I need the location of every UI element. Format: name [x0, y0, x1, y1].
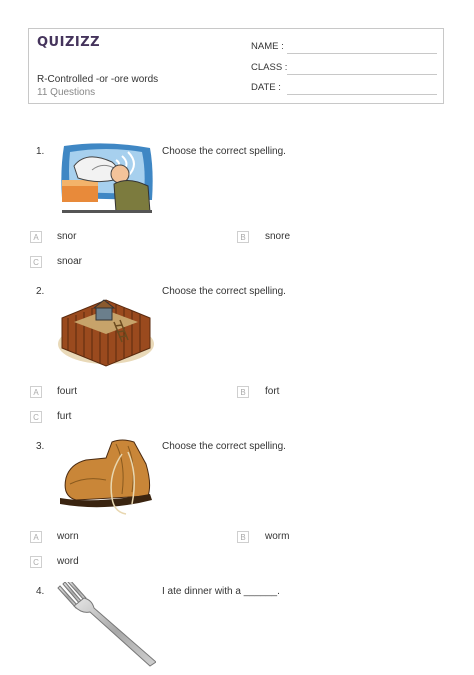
option-b-text[interactable]: worm — [265, 531, 290, 542]
class-label: CLASS : — [251, 62, 288, 73]
option-a-letter[interactable]: A — [30, 386, 42, 398]
date-field[interactable] — [287, 93, 437, 95]
question-number: 4. — [36, 586, 45, 597]
option-a-letter[interactable]: A — [30, 531, 42, 543]
question-text: Choose the correct spelling. — [162, 441, 286, 452]
option-c-text[interactable]: furt — [57, 411, 72, 422]
question-text: I ate dinner with a ______. — [162, 586, 280, 597]
option-c-letter[interactable]: C — [30, 411, 42, 423]
question-text: Choose the correct spelling. — [162, 286, 286, 297]
question-number: 3. — [36, 441, 45, 452]
option-c-text[interactable]: word — [57, 556, 79, 567]
option-b-letter[interactable]: B — [237, 386, 249, 398]
option-b-letter[interactable]: B — [237, 231, 249, 243]
question-number: 1. — [36, 146, 45, 157]
class-field[interactable] — [287, 73, 437, 75]
name-label: NAME : — [251, 41, 284, 52]
option-a-letter[interactable]: A — [30, 231, 42, 243]
option-a-text[interactable]: snor — [57, 231, 77, 242]
option-c-letter[interactable]: C — [30, 556, 42, 568]
question-number: 2. — [36, 286, 45, 297]
question-count: 11 Questions — [37, 87, 96, 98]
worn-boot-icon — [56, 434, 156, 523]
worksheet-header — [28, 28, 444, 104]
option-b-text[interactable]: fort — [265, 386, 280, 397]
option-b-letter[interactable]: B — [237, 531, 249, 543]
option-c-text[interactable]: snoar — [57, 256, 83, 267]
snoring-man-icon — [56, 140, 156, 221]
wooden-fort-icon — [56, 282, 156, 377]
option-a-text[interactable]: worn — [57, 531, 79, 542]
fork-icon — [56, 582, 156, 675]
option-a-text[interactable]: fourt — [57, 386, 78, 397]
option-c-letter[interactable]: C — [30, 256, 42, 268]
question-text: Choose the correct spelling. — [162, 146, 286, 157]
worksheet-title: R-Controlled -or -ore words — [37, 74, 159, 85]
option-b-text[interactable]: snore — [265, 231, 291, 242]
name-field[interactable] — [287, 52, 437, 54]
date-label: DATE : — [251, 82, 281, 93]
quizizz-logo: QUIZIZZ — [37, 35, 101, 50]
